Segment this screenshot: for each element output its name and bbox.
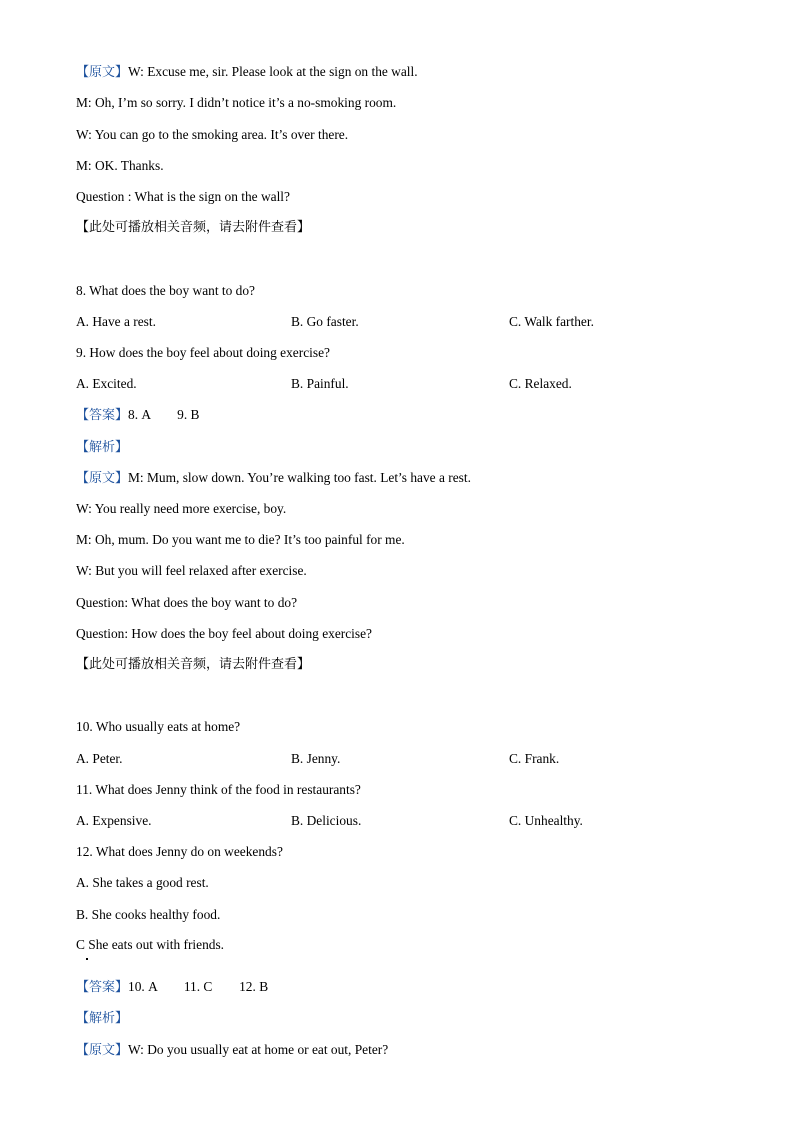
- q10-option-b: B. Jenny.: [291, 751, 341, 766]
- analysis-tag: 【解析】: [76, 1011, 129, 1026]
- transcript-question: Question: What does the boy want to do?: [76, 595, 298, 610]
- audio-notice: 【此处可播放相关音频，请去附件查看】: [76, 220, 311, 235]
- original-tag: 【原文】: [76, 65, 129, 80]
- analysis-line: [76, 439, 128, 456]
- transcript-line: [76, 1042, 388, 1059]
- question-8: 8. What does the boy want to do?: [76, 283, 256, 298]
- transcript-line: M: Oh, mum. Do you want me to die? It’s too painful for me.: [76, 532, 405, 547]
- answer-line: [76, 407, 199, 424]
- transcript-line: W: But you will feel relaxed after exercise.: [76, 563, 307, 578]
- q10-option-a: A. Peter.: [76, 751, 123, 766]
- answer-text: 10. A 11. C 12. B: [128, 979, 269, 994]
- stray-dot: [86, 958, 88, 960]
- question-11: 11. What does Jenny think of the food in restaurants?: [76, 782, 361, 797]
- analysis-tag: 【解析】: [76, 440, 129, 455]
- q12-option-c: C She eats out with friends.: [76, 937, 225, 952]
- answer-tag: 【答案】: [76, 408, 129, 423]
- q11-option-b: B. Delicious.: [291, 813, 362, 828]
- transcript-line: W: You really need more exercise, boy.: [76, 501, 287, 516]
- q11-option-a: A. Expensive.: [76, 813, 152, 828]
- q11-option-c: C. Unhealthy.: [509, 813, 583, 828]
- audio-notice: 【此处可播放相关音频，请去附件查看】: [76, 657, 311, 672]
- answer-tag: 【答案】: [76, 980, 129, 995]
- question-10: 10. Who usually eats at home?: [76, 719, 241, 734]
- answer-text: 8. A 9. B: [128, 407, 200, 422]
- transcript-text: W: Do you usually eat at home or eat out, Peter?: [128, 1042, 389, 1057]
- q8-option-a: A. Have a rest.: [76, 314, 156, 329]
- q9-option-a: A. Excited.: [76, 376, 137, 391]
- original-tag: 【原文】: [76, 1043, 129, 1058]
- q10-option-c: C. Frank.: [509, 751, 560, 766]
- q12-option-b: B. She cooks healthy food.: [76, 907, 221, 922]
- q8-option-b: B. Go faster.: [291, 314, 359, 329]
- transcript-line: W: You can go to the smoking area. It’s over there.: [76, 127, 349, 142]
- q8-option-c: C. Walk farther.: [509, 314, 594, 329]
- q9-option-b: B. Painful.: [291, 376, 349, 391]
- answer-line: [76, 979, 268, 996]
- original-tag: 【原文】: [76, 471, 129, 486]
- q12-option-a: A. She takes a good rest.: [76, 875, 209, 890]
- q9-option-c: C. Relaxed.: [509, 376, 572, 391]
- transcript-text: W: Excuse me, sir. Please look at the sign on the wall.: [128, 64, 418, 79]
- transcript-question: Question: How does the boy feel about doing exercise?: [76, 626, 372, 641]
- transcript-question: Question : What is the sign on the wall?: [76, 189, 290, 204]
- question-9: 9. How does the boy feel about doing exercise?: [76, 345, 330, 360]
- transcript-line: M: Oh, I’m so sorry. I didn’t notice it’s a no-smoking room.: [76, 95, 397, 110]
- transcript-text: M: Mum, slow down. You’re walking too fast. Let’s have a rest.: [128, 470, 471, 485]
- transcript-line: M: OK. Thanks.: [76, 158, 164, 173]
- transcript-line: [76, 64, 418, 81]
- question-12: 12. What does Jenny do on weekends?: [76, 844, 283, 859]
- transcript-line: [76, 470, 471, 487]
- analysis-line: [76, 1010, 128, 1027]
